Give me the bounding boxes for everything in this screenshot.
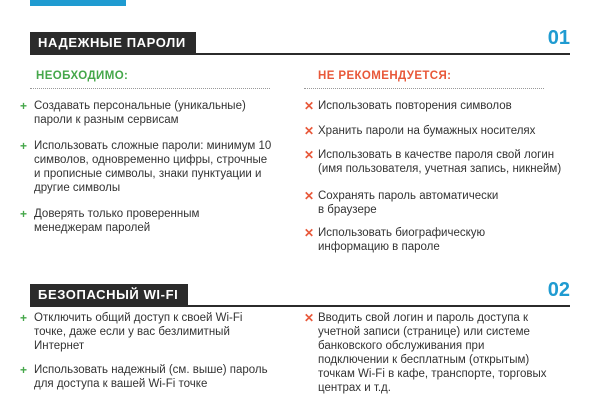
required-divider bbox=[30, 88, 270, 89]
section-safe-wifi bbox=[30, 279, 570, 306]
list-item: + Создавать персональные (уникальные) пароли к разным сервисам bbox=[20, 99, 246, 126]
plus-icon: + bbox=[20, 139, 28, 153]
section-number: 01 bbox=[547, 27, 570, 49]
list-item: ✕ Сохранять пароль автоматически в браузере bbox=[304, 189, 499, 216]
section-header bbox=[30, 27, 570, 54]
section-title: БЕЗОПАСНЫЙ WI-FI bbox=[30, 284, 188, 306]
section-strong-passwords bbox=[30, 27, 570, 54]
cross-icon: ✕ bbox=[304, 226, 315, 240]
list-item: ✕ Использовать в качестве пароля свой логин (имя пользователя, учетная запись, никнейм) bbox=[304, 148, 562, 175]
plus-icon: + bbox=[20, 207, 28, 221]
required-heading: НЕОБХОДИМО: bbox=[36, 70, 129, 82]
cross-icon: ✕ bbox=[304, 189, 315, 203]
list-item: ✕ Хранить пароли на бумажных носителях bbox=[304, 124, 536, 138]
cross-icon: ✕ bbox=[304, 148, 315, 162]
plus-icon: + bbox=[20, 311, 28, 325]
section-header bbox=[30, 279, 570, 306]
section-underline bbox=[30, 305, 570, 307]
section-underline bbox=[30, 53, 570, 55]
section-number: 02 bbox=[547, 279, 570, 301]
plus-icon: + bbox=[20, 363, 28, 377]
list-item: + Использовать сложные пароли: минимум 10 символов, одновременно цифры, строчные и прописные символы, знаки пунктуации и другие символы bbox=[20, 139, 272, 194]
cross-icon: ✕ bbox=[304, 311, 315, 325]
list-item: + Использовать надежный (см. выше) пароль для доступа к вашей Wi-Fi точке bbox=[20, 363, 268, 390]
top-accent-bar bbox=[30, 0, 126, 6]
list-item: + Отключить общий доступ к своей Wi-Fi точке, даже если у вас безлимитный Интернет bbox=[20, 311, 243, 352]
list-item: ✕ Вводить свой логин и пароль доступа к учетной записи (странице) или системе банковского обслуживания при подключении к бесплатным (открытым) точкам Wi-Fi в кафе, транспорте, торговых центрах и т.д. bbox=[304, 311, 547, 394]
cross-icon: ✕ bbox=[304, 99, 315, 113]
not-recommended-heading: НЕ РЕКОМЕНДУЕТСЯ: bbox=[318, 70, 452, 82]
section-title: НАДЕЖНЫЕ ПАРОЛИ bbox=[30, 32, 196, 54]
list-item: ✕ Использовать повторения символов bbox=[304, 99, 512, 113]
cross-icon: ✕ bbox=[304, 124, 315, 138]
list-item: ✕ Использовать биографическую информацию в пароле bbox=[304, 226, 486, 253]
list-item: + Доверять только проверенным менеджерам паролей bbox=[20, 207, 200, 234]
plus-icon: + bbox=[20, 99, 28, 113]
not-recommended-divider bbox=[304, 88, 544, 89]
